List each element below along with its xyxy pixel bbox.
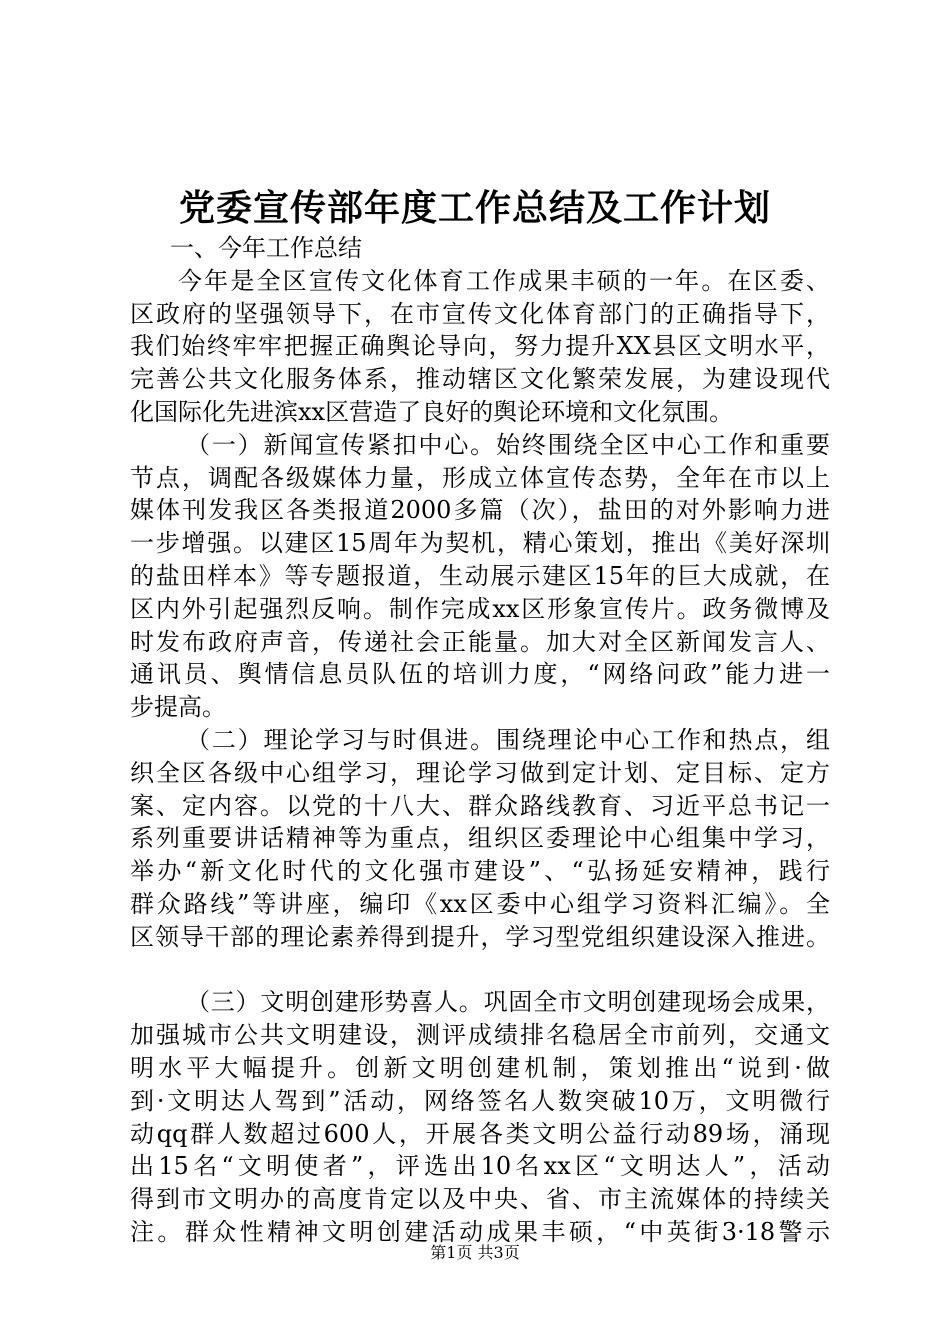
paragraph-spacer [130, 954, 830, 987]
paragraph-line: （一）新闻宣传紧扣中心。始终围绕全区中心工作和重要 [186, 430, 830, 459]
paragraph-line: 注。群众性精神文明创建活动成果丰硕，“中英街3·18警示 [130, 1217, 830, 1246]
document-body [130, 232, 830, 1249]
paragraph-line: 动qq群人数超过600人，开展各类文明公益行动89场，涌现 [130, 1119, 830, 1148]
paragraph-line: 化国际化先进滨xx区营造了良好的舆论环境和文化氛围。 [130, 397, 734, 426]
paragraph-line: 到·文明达人驾到”活动，网络签名人数突破10万，文明微行 [130, 1086, 830, 1115]
paragraph-line: 完善公共文化服务体系，推动辖区文化繁荣发展，为建设现代 [130, 365, 830, 394]
paragraph-line: 步提高。 [130, 693, 226, 722]
document-title: 党委宣传部年度工作总结及工作计划 [178, 187, 771, 229]
paragraph-line: 区政府的坚强领导下，在市宣传文化体育部门的正确指导下， [130, 299, 830, 328]
paragraph-line: 案、定内容。以党的十八大、群众路线教育、习近平总书记一 [130, 791, 830, 820]
paragraph-line: （三）文明创建形势喜人。巩固全市文明创建现场会成果， [186, 988, 830, 1017]
paragraph-line: 区内外引起强烈反响。制作完成xx区形象宣传片。政务微博及 [130, 594, 830, 623]
paragraph-line: 通讯员、舆情信息员队伍的培训力度，“网络问政”能力进一 [130, 660, 830, 689]
paragraph-line: 群众路线”等讲座，编印《xx区委中心组学习资料汇编》。全 [130, 889, 830, 918]
paragraph-line: 织全区各级中心组学习，理论学习做到定计划、定目标、定方 [130, 758, 830, 787]
paragraph-line: 明水平大幅提升。创新文明创建机制，策划推出“说到·做 [130, 1053, 830, 1082]
paragraph-line: 时发布政府声音，传递社会正能量。加大对全区新闻发言人、 [130, 627, 830, 656]
paragraph-line: 举办“新文化时代的文化强市建设”、“弘扬延安精神，践行 [130, 857, 830, 886]
paragraph-line: 我们始终牢牢把握正确舆论导向，努力提升XX县区文明水平， [130, 332, 830, 361]
paragraph-line: 媒体刊发我区各类报道2000多篇（次），盐田的对外影响力进 [130, 496, 830, 525]
paragraph-line: 系列重要讲话精神等为重点，组织区委理论中心组集中学习， [130, 824, 830, 853]
paragraph-line: （二）理论学习与时俱进。围绕理论中心工作和热点，组 [186, 725, 830, 754]
paragraph-line: 加强城市公共文明建设，测评成绩排名稳居全市前列，交通文 [130, 1021, 830, 1050]
paragraph-line: 得到市文明办的高度肯定以及中央、省、市主流媒体的持续关 [130, 1185, 830, 1214]
paragraph-line: 一步增强。以建区15周年为契机，精心策划，推出《美好深圳 [130, 529, 830, 558]
paragraph-line: 出15名“文明使者”，评选出10名xx区“文明达人”，活动 [130, 1152, 830, 1181]
paragraph-line: 区领导干部的理论素养得到提升，学习型党组织建设深入推进。 [130, 922, 830, 951]
page-footer: 第1页 共3页 [430, 1243, 520, 1262]
paragraph-line: 今年是全区宣传文化体育工作成果丰硕的一年。在区委、 [178, 266, 830, 295]
paragraph-line: 节点，调配各级媒体力量，形成立体宣传态势，全年在市以上 [130, 463, 830, 492]
paragraph-line: 的盐田样本》等专题报道，生动展示建区15年的巨大成就，在 [130, 561, 830, 590]
section-heading: 一、今年工作总结 [170, 234, 362, 262]
